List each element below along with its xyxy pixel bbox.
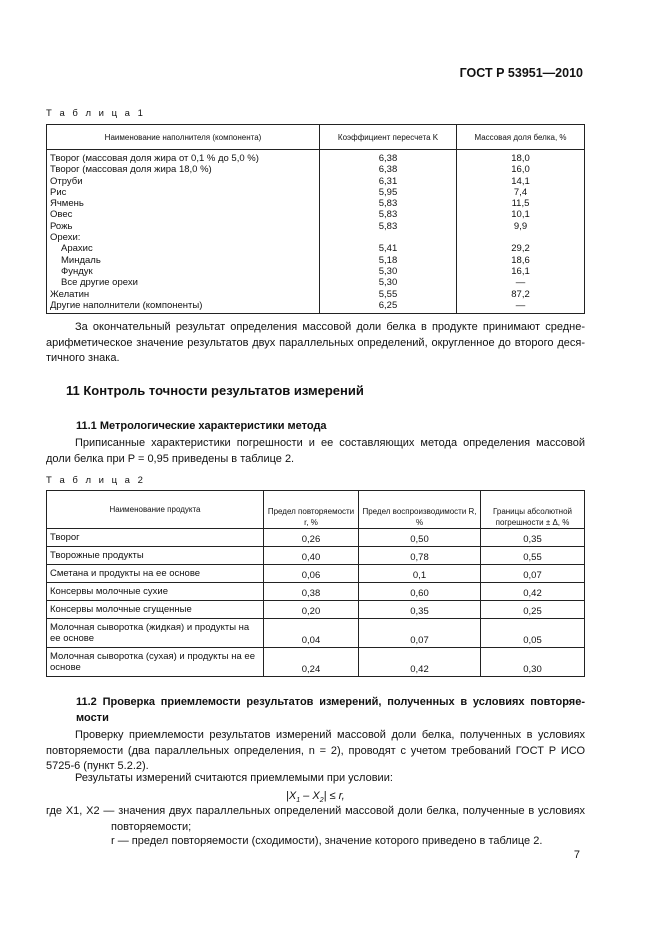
cell-coefficient: 5,18 [320,255,457,266]
cell-protein: 14,1 [457,176,585,187]
cell-protein: 16,1 [457,266,585,277]
section-11-1-heading: 11.1 Метрологические характеристики метода [76,420,327,432]
table-row [47,150,585,165]
cell-reproducibility: 0,07 [359,619,481,648]
cell-name: Сметана и продукты на ее основе [47,565,264,583]
table2-header-R: Предел воспроизводимости R, % [359,491,481,529]
cell-error-bounds: 0,42 [481,583,585,601]
cell-name: Творожные продукты [47,547,264,565]
table-row [47,547,585,565]
table1-caption: Т а б л и ц а 1 [46,108,146,119]
section-11-2-heading: 11.2 Проверка приемлемости результатов измерений, полученных в условиях повторяе-мости [76,696,585,724]
table-row [47,187,585,198]
cell-error-bounds: 0,55 [481,547,585,565]
cell-repeatability: 0,04 [264,619,359,648]
cell-reproducibility: 0,1 [359,565,481,583]
cell-name: Ячмень [47,198,320,209]
cell-coefficient: 5,41 [320,243,457,254]
table2-header-delta: Границы абсолютной погрешности ± Δ, % [481,491,585,529]
cell-reproducibility: 0,78 [359,547,481,565]
cell-name: Другие наполнители (компоненты) [47,300,320,314]
cell-name: Творог [47,529,264,547]
cell-error-bounds: 0,05 [481,619,585,648]
table2-header-name: Наименование продукта [47,491,264,529]
cell-name: Консервы молочные сухие [47,583,264,601]
cell-coefficient: 5,95 [320,187,457,198]
cell-coefficient: 6,38 [320,150,457,165]
cell-repeatability: 0,26 [264,529,359,547]
table-row [47,266,585,277]
cell-name: Орехи: [47,232,320,243]
table-row [47,243,585,254]
table-row [47,209,585,220]
table-row [47,221,585,232]
table1-header-name: Наименование наполнителя (компонента) [47,125,320,150]
table-row [47,255,585,266]
cell-repeatability: 0,20 [264,601,359,619]
table-row [47,565,585,583]
cell-coefficient: 5,83 [320,209,457,220]
table-row [47,529,585,547]
cell-protein: 16,0 [457,164,585,175]
where-x1-x2: где X1, X2 — значения двух параллельных определений массовой доли белка, полученные в условиях повторяемости; [46,805,585,833]
table-row [47,583,585,601]
cell-name: Желатин [47,289,320,300]
cell-reproducibility: 0,35 [359,601,481,619]
cell-reproducibility: 0,50 [359,529,481,547]
cell-name: Миндаль [47,255,320,266]
table-row [47,619,585,648]
cell-reproducibility: 0,42 [359,648,481,677]
cell-coefficient: 5,55 [320,289,457,300]
cell-protein: 18,0 [457,150,585,165]
document-header: ГОСТ Р 53951—2010 [459,66,583,80]
table1-header-k: Коэффициент пересчета K [320,125,457,150]
cell-protein: — [457,300,585,314]
cell-protein: 9,9 [457,221,585,232]
cell-error-bounds: 0,35 [481,529,585,547]
cell-protein: 29,2 [457,243,585,254]
table-row [47,289,585,300]
table-row [47,176,585,187]
cell-protein: 11,5 [457,198,585,209]
cell-name: Рожь [47,221,320,232]
cell-name: Молочная сыворотка (жидкая) и продукты на ее основе [47,619,264,648]
cell-name: Все другие орехи [47,277,320,288]
cell-repeatability: 0,06 [264,565,359,583]
section-11-heading: 11 Контроль точности результатов измерений [66,383,364,398]
cell-name: Творог (массовая доля жира от 0,1 % до 5,0 %) [47,150,320,165]
cell-protein: 87,2 [457,289,585,300]
cell-repeatability: 0,24 [264,648,359,677]
cell-name: Отруби [47,176,320,187]
cell-repeatability: 0,38 [264,583,359,601]
cell-coefficient: 6,31 [320,176,457,187]
paragraph-acceptance-check: Проверку приемлемости результатов измерений массовой доли белка, полученных в условиях повторяемости (два параллельных определения, n = 2), проводят с учетом требований ГОСТ Р ИСО 5725-6 (пункт 5.2.2). [46,729,585,772]
cell-name: Молочная сыворотка (сухая) и продукты на ее основе [47,648,264,677]
cell-error-bounds: 0,30 [481,648,585,677]
cell-coefficient: 5,83 [320,198,457,209]
cell-error-bounds: 0,25 [481,601,585,619]
table2-caption: Т а б л и ц а 2 [46,475,146,486]
table-row [47,648,585,677]
cell-reproducibility: 0,60 [359,583,481,601]
paragraph-acceptance-condition: Результаты измерений считаются приемлемыми при условии: [75,772,393,784]
cell-protein: 18,6 [457,255,585,266]
table-row [47,277,585,288]
page-number: 7 [573,849,580,861]
paragraph-characteristics: Приписанные характеристики погрешности и ее составляющих метода определения массовой доли белка при P = 0,95 приведены в таблице 2. [46,437,585,465]
table-row [47,232,585,243]
cell-protein [457,232,585,243]
table-1 [46,124,585,314]
table-2 [46,490,585,677]
cell-coefficient: 6,25 [320,300,457,314]
table-row [47,164,585,175]
cell-name: Консервы молочные сгущенные [47,601,264,619]
cell-coefficient: 5,30 [320,277,457,288]
cell-repeatability: 0,40 [264,547,359,565]
table-row [47,601,585,619]
cell-name: Творог (массовая доля жира 18,0 %) [47,164,320,175]
cell-protein: — [457,277,585,288]
table2-header-r: Предел повторяемости r, % [264,491,359,529]
table1-header-protein: Массовая доля белка, % [457,125,585,150]
cell-name: Овес [47,209,320,220]
table-row [47,198,585,209]
cell-name: Фундук [47,266,320,277]
cell-coefficient: 5,30 [320,266,457,277]
cell-coefficient: 6,38 [320,164,457,175]
cell-protein: 10,1 [457,209,585,220]
formula-repeatability: $|X_1 - X_2| \le r$, [286,790,345,805]
cell-name: Арахис [47,243,320,254]
table-row [47,300,585,314]
where-r: r — предел повторяемости (сходимости), значение которого приведено в таблице 2. [111,835,543,847]
cell-error-bounds: 0,07 [481,565,585,583]
cell-protein: 7,4 [457,187,585,198]
cell-coefficient [320,232,457,243]
paragraph-final-result: За окончательный результат определения массовой доли белка в продукте принимают средне-арифметическое значение результатов двух параллельных определений, округленное до второго деся-тичного знака. [46,321,585,364]
cell-name: Рис [47,187,320,198]
cell-coefficient: 5,83 [320,221,457,232]
